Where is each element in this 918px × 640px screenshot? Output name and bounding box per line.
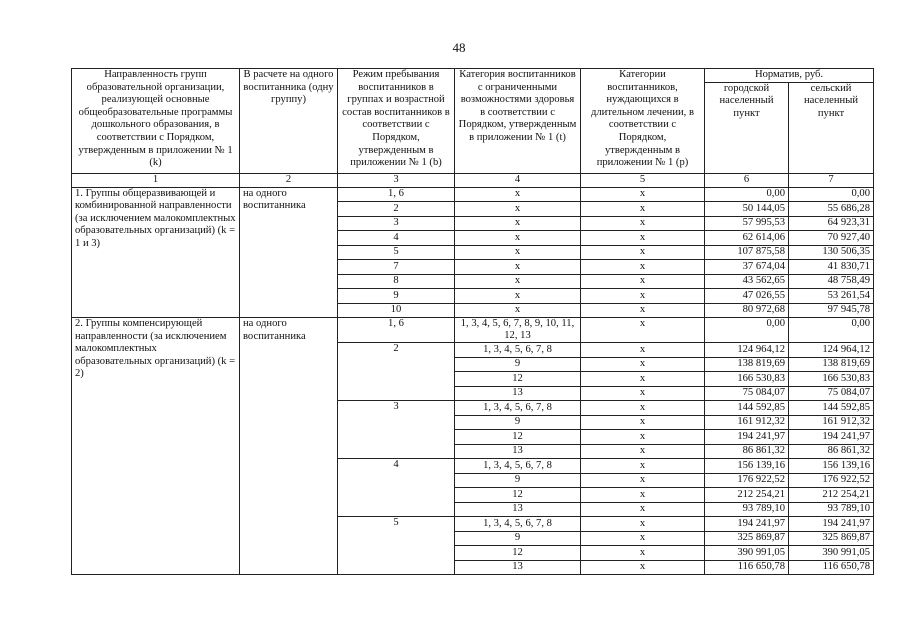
mode-cell: 4 (338, 459, 455, 517)
rural-norm-cell: 166 530,83 (789, 372, 874, 387)
category-ovz-cell: x (455, 231, 581, 246)
mode-cell: 5 (338, 245, 455, 260)
mode-cell: 7 (338, 260, 455, 275)
urban-norm-cell: 124 964,12 (705, 343, 789, 358)
urban-norm-cell: 166 530,83 (705, 372, 789, 387)
category-treatment-cell: x (581, 187, 705, 202)
mode-cell: 10 (338, 303, 455, 318)
urban-norm-cell: 37 674,04 (705, 260, 789, 275)
category-treatment-cell: x (581, 473, 705, 488)
urban-norm-cell: 390 991,05 (705, 546, 789, 561)
rural-norm-cell: 86 861,32 (789, 444, 874, 459)
column-number-3: 3 (338, 173, 455, 187)
category-ovz-cell: x (455, 245, 581, 260)
rural-norm-cell: 70 927,40 (789, 231, 874, 246)
group-per-cell: на одного воспитанника (240, 187, 338, 318)
category-ovz-cell: 12 (455, 488, 581, 503)
column-numbers-row (72, 173, 874, 187)
rural-norm-cell: 212 254,21 (789, 488, 874, 503)
table-body (72, 187, 874, 575)
column-number-4: 4 (455, 173, 581, 187)
category-ovz-cell: 1, 3, 4, 5, 6, 7, 8 (455, 459, 581, 474)
urban-norm-cell: 116 650,78 (705, 560, 789, 575)
urban-norm-cell: 93 789,10 (705, 502, 789, 517)
category-ovz-cell: 13 (455, 502, 581, 517)
mode-cell: 3 (338, 216, 455, 231)
urban-norm-cell: 57 995,53 (705, 216, 789, 231)
rural-norm-cell: 48 758,49 (789, 274, 874, 289)
category-treatment-cell: x (581, 231, 705, 246)
category-ovz-cell: x (455, 216, 581, 231)
category-ovz-cell: 13 (455, 444, 581, 459)
category-treatment-cell: x (581, 502, 705, 517)
header-category-treatment: Категории воспитанников, нуждающихся в длительном лечении, в соответствии с Порядком, утвержденным в приложении № 1 (p) (581, 69, 705, 174)
category-treatment-cell: x (581, 245, 705, 260)
mode-cell: 4 (338, 231, 455, 246)
category-treatment-cell: x (581, 401, 705, 416)
page-number: 48 (452, 40, 466, 55)
rural-norm-cell: 144 592,85 (789, 401, 874, 416)
category-ovz-cell: 12 (455, 546, 581, 561)
rural-norm-cell: 53 261,54 (789, 289, 874, 304)
category-ovz-cell: 9 (455, 357, 581, 372)
category-ovz-cell: 12 (455, 430, 581, 445)
urban-norm-cell: 86 861,32 (705, 444, 789, 459)
category-ovz-cell: 9 (455, 473, 581, 488)
header-per-pupil: В расчете на одного воспитанника (одну группу) (240, 69, 338, 174)
mode-cell: 3 (338, 401, 455, 459)
mode-cell: 8 (338, 274, 455, 289)
category-ovz-cell: x (455, 289, 581, 304)
column-number-6: 6 (705, 173, 789, 187)
mode-cell: 1, 6 (338, 318, 455, 343)
table-row (72, 318, 874, 343)
urban-norm-cell: 0,00 (705, 318, 789, 343)
urban-norm-cell: 107 875,58 (705, 245, 789, 260)
category-treatment-cell: x (581, 430, 705, 445)
header-mode: Режим пребывания воспитанников в группах и возрастной состав воспитанников в соответствии с Порядком, утвержденным в приложении № 1 (b) (338, 69, 455, 174)
mode-cell: 2 (338, 343, 455, 401)
category-treatment-cell: x (581, 274, 705, 289)
mode-cell: 9 (338, 289, 455, 304)
rural-norm-cell: 97 945,78 (789, 303, 874, 318)
norm-table (71, 68, 874, 575)
rural-norm-cell: 325 869,87 (789, 531, 874, 546)
group-per-cell: на одного воспитанника (240, 318, 338, 575)
header-rural: сельский населенный пункт (789, 82, 874, 173)
mode-cell: 1, 6 (338, 187, 455, 202)
group-direction-cell: 1. Группы общеразвивающей и комбинированной направленности (за исключением малокомплектных образовательных организаций) (k = 1 и 3) (72, 187, 240, 318)
rural-norm-cell: 156 139,16 (789, 459, 874, 474)
category-treatment-cell: x (581, 415, 705, 430)
category-treatment-cell: x (581, 459, 705, 474)
rural-norm-cell: 93 789,10 (789, 502, 874, 517)
category-treatment-cell: x (581, 546, 705, 561)
rural-norm-cell: 75 084,07 (789, 386, 874, 401)
category-ovz-cell: 13 (455, 560, 581, 575)
rural-norm-cell: 161 912,32 (789, 415, 874, 430)
rural-norm-cell: 116 650,78 (789, 560, 874, 575)
rural-norm-cell: 130 506,35 (789, 245, 874, 260)
header-category-ovz: Категория воспитанников с ограниченными возможностями здоровья в соответствии с Порядком, утвержденным в приложении № 1 (t) (455, 69, 581, 174)
mode-cell: 5 (338, 517, 455, 575)
category-treatment-cell: x (581, 260, 705, 275)
category-ovz-cell: x (455, 187, 581, 202)
column-number-1: 1 (72, 173, 240, 187)
category-ovz-cell: 13 (455, 386, 581, 401)
column-number-5: 5 (581, 173, 705, 187)
category-treatment-cell: x (581, 560, 705, 575)
table-row (72, 187, 874, 202)
category-treatment-cell: x (581, 386, 705, 401)
category-treatment-cell: x (581, 343, 705, 358)
header-urban: городской населенный пункт (705, 82, 789, 173)
category-treatment-cell: x (581, 488, 705, 503)
category-treatment-cell: x (581, 517, 705, 532)
rural-norm-cell: 194 241,97 (789, 517, 874, 532)
urban-norm-cell: 161 912,32 (705, 415, 789, 430)
rural-norm-cell: 0,00 (789, 187, 874, 202)
urban-norm-cell: 144 592,85 (705, 401, 789, 416)
category-treatment-cell: x (581, 372, 705, 387)
urban-norm-cell: 75 084,07 (705, 386, 789, 401)
urban-norm-cell: 50 144,05 (705, 202, 789, 217)
category-ovz-cell: x (455, 274, 581, 289)
rural-norm-cell: 138 819,69 (789, 357, 874, 372)
rural-norm-cell: 124 964,12 (789, 343, 874, 358)
urban-norm-cell: 0,00 (705, 187, 789, 202)
category-treatment-cell: x (581, 303, 705, 318)
column-number-7: 7 (789, 173, 874, 187)
urban-norm-cell: 325 869,87 (705, 531, 789, 546)
urban-norm-cell: 62 614,06 (705, 231, 789, 246)
rural-norm-cell: 176 922,52 (789, 473, 874, 488)
category-treatment-cell: x (581, 289, 705, 304)
category-treatment-cell: x (581, 202, 705, 217)
urban-norm-cell: 80 972,68 (705, 303, 789, 318)
header-direction: Направленность групп образовательной организации, реализующей основные общеобразовательные программы дошкольного образования, в соответствии с Порядком, утвержденным в приложении № 1 (k) (72, 69, 240, 174)
urban-norm-cell: 43 562,65 (705, 274, 789, 289)
rural-norm-cell: 64 923,31 (789, 216, 874, 231)
category-treatment-cell: x (581, 216, 705, 231)
urban-norm-cell: 212 254,21 (705, 488, 789, 503)
rural-norm-cell: 55 686,28 (789, 202, 874, 217)
rural-norm-cell: 41 830,71 (789, 260, 874, 275)
urban-norm-cell: 194 241,97 (705, 517, 789, 532)
urban-norm-cell: 156 139,16 (705, 459, 789, 474)
category-ovz-cell: 1, 3, 4, 5, 6, 7, 8 (455, 517, 581, 532)
category-ovz-cell: 9 (455, 415, 581, 430)
urban-norm-cell: 138 819,69 (705, 357, 789, 372)
category-treatment-cell: x (581, 531, 705, 546)
column-number-2: 2 (240, 173, 338, 187)
category-ovz-cell: 1, 3, 4, 5, 6, 7, 8 (455, 401, 581, 416)
category-treatment-cell: x (581, 318, 705, 343)
rural-norm-cell: 390 991,05 (789, 546, 874, 561)
category-ovz-cell: x (455, 303, 581, 318)
category-ovz-cell: x (455, 260, 581, 275)
urban-norm-cell: 176 922,52 (705, 473, 789, 488)
header-norm: Норматив, руб. (705, 69, 874, 83)
mode-cell: 2 (338, 202, 455, 217)
category-ovz-cell: 1, 3, 4, 5, 6, 7, 8 (455, 343, 581, 358)
group-direction-cell: 2. Группы компенсирующей направленности (за исключением малокомплектных образовательных организаций) (k = 2) (72, 318, 240, 575)
rural-norm-cell: 194 241,97 (789, 430, 874, 445)
urban-norm-cell: 194 241,97 (705, 430, 789, 445)
category-ovz-cell: 1, 3, 4, 5, 6, 7, 8, 9, 10, 11, 12, 13 (455, 318, 581, 343)
urban-norm-cell: 47 026,55 (705, 289, 789, 304)
category-ovz-cell: 12 (455, 372, 581, 387)
rural-norm-cell: 0,00 (789, 318, 874, 343)
category-ovz-cell: x (455, 202, 581, 217)
category-treatment-cell: x (581, 444, 705, 459)
category-ovz-cell: 9 (455, 531, 581, 546)
category-treatment-cell: x (581, 357, 705, 372)
